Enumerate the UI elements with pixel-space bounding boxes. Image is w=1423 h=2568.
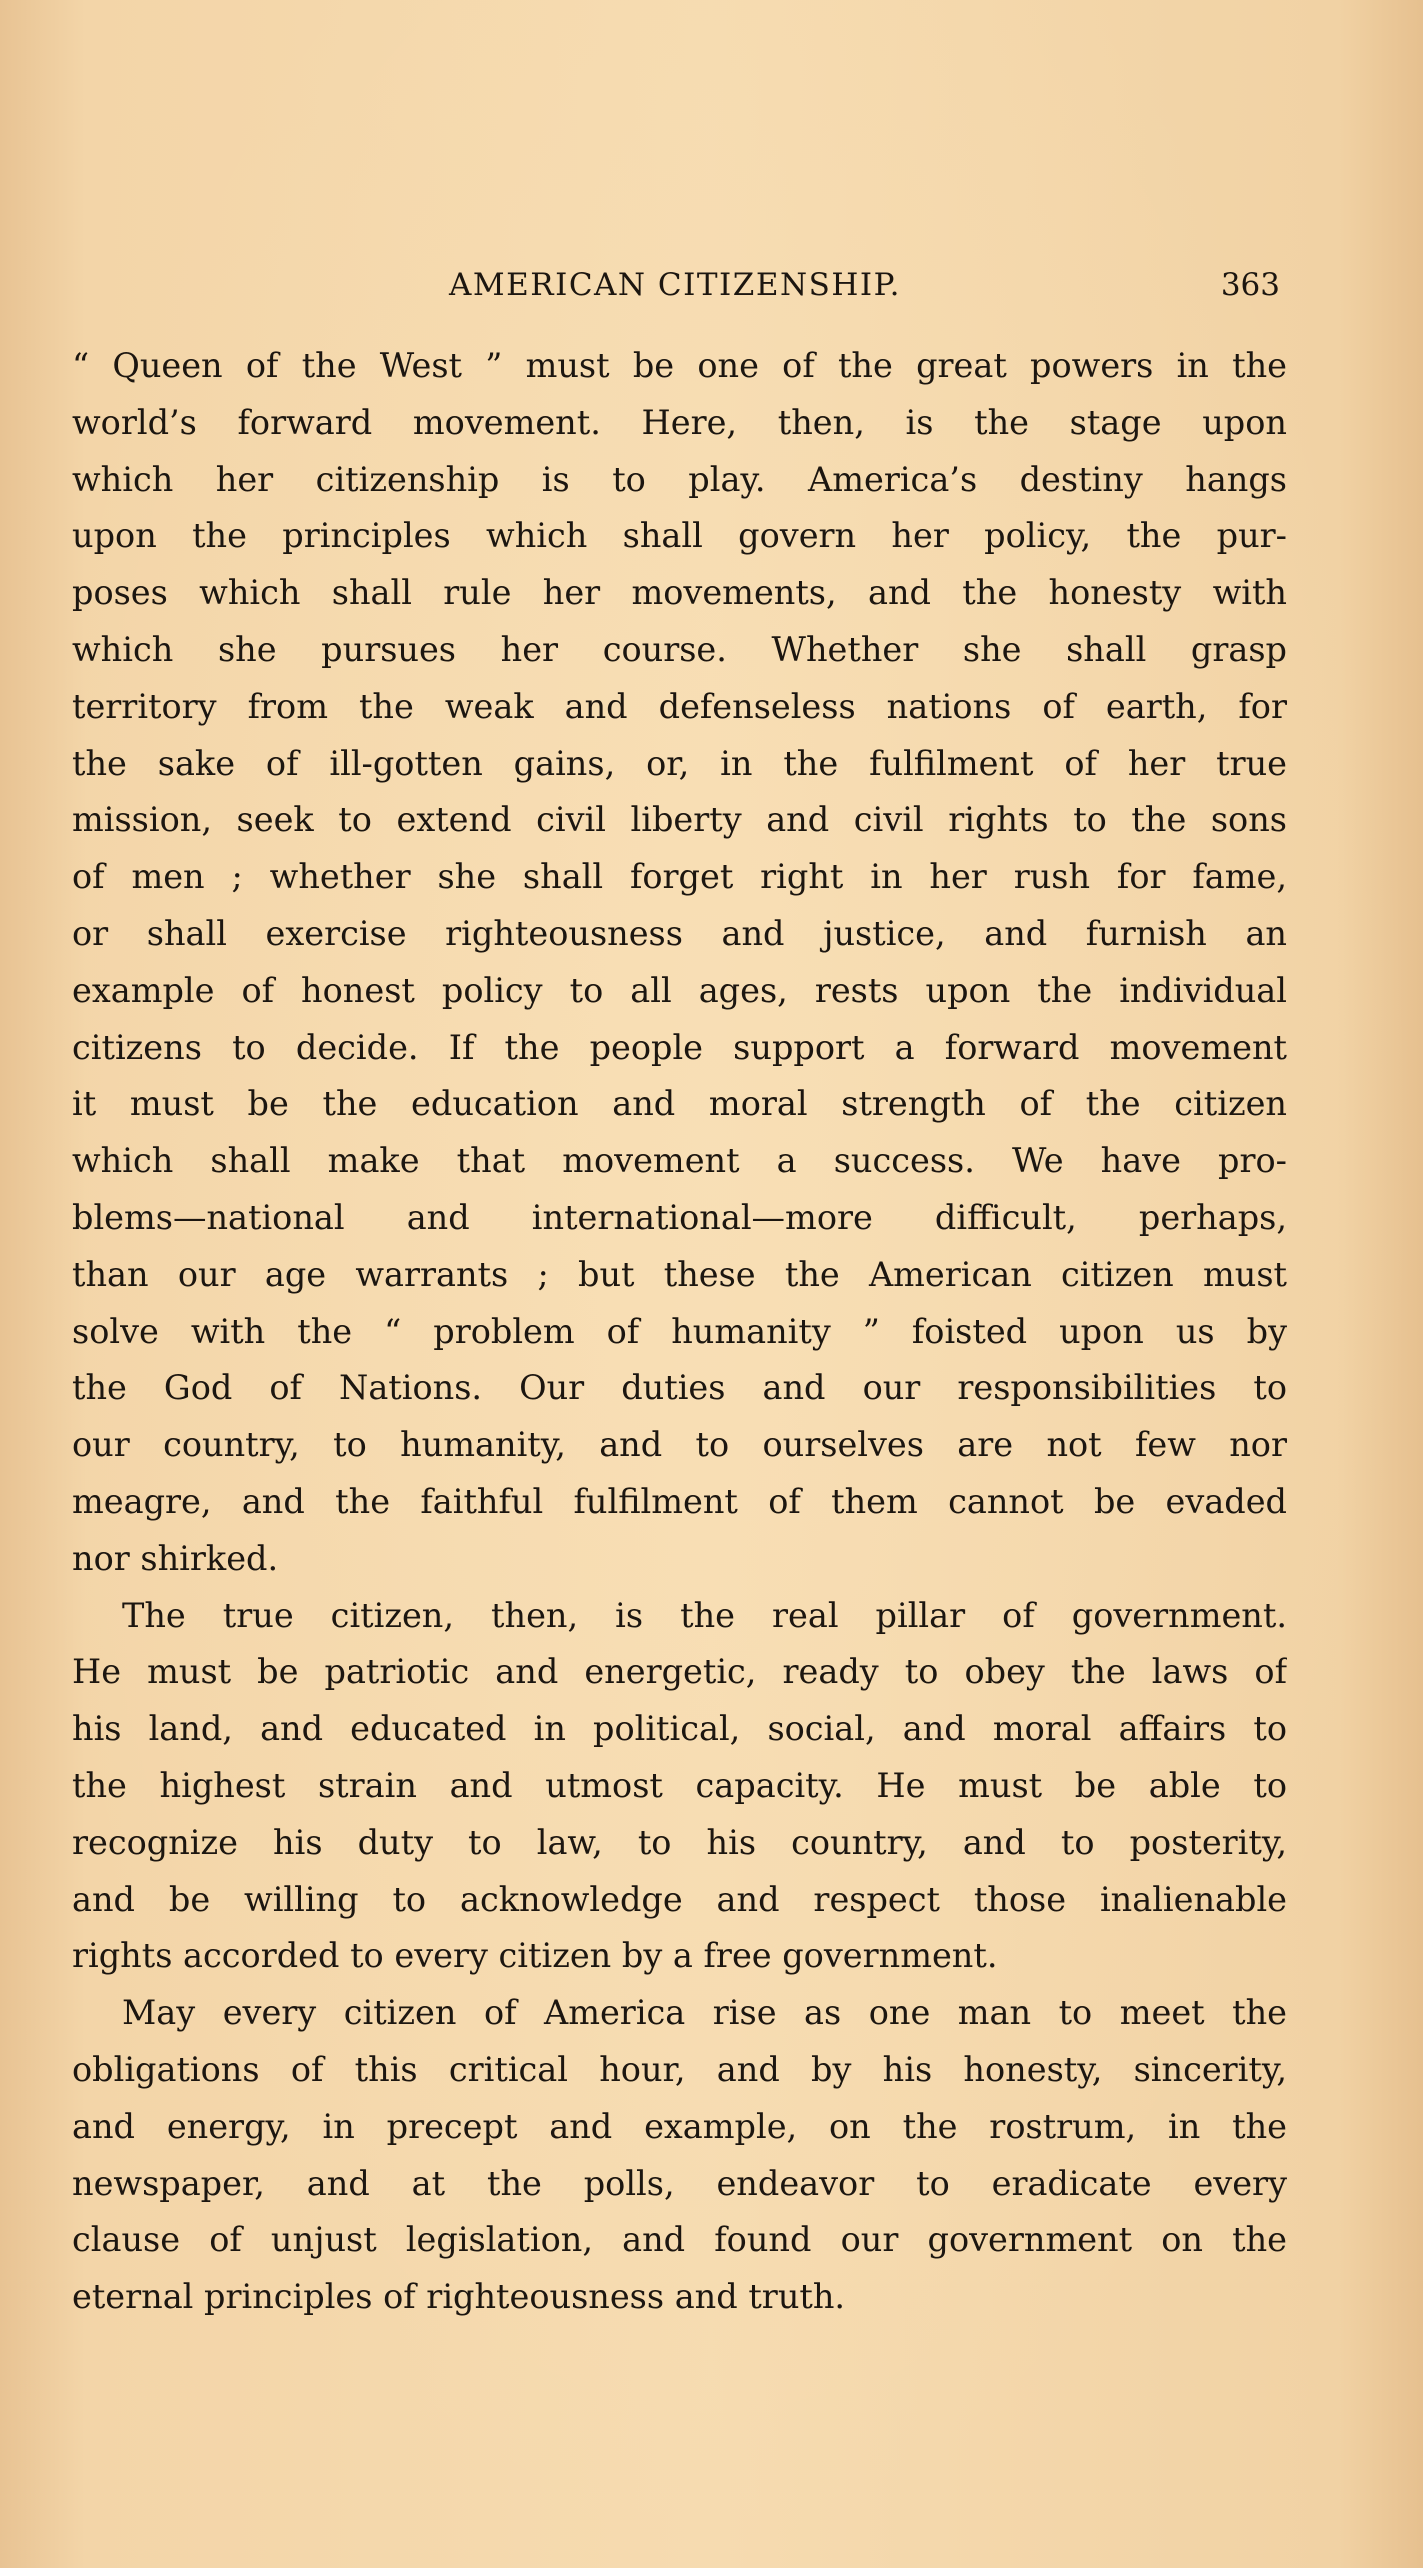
text-line: example of honest policy to all ages, rests upon the individual <box>72 970 1287 1010</box>
text-line: or shall exercise righteousness and justice, and furnish an <box>72 913 1287 953</box>
text-line: newspaper, and at the polls, endeavor to eradicate every <box>72 2163 1287 2203</box>
text-line: eternal principles of righteousness and truth. <box>72 2277 846 2317</box>
text-line: blems—national and international—more difficult, perhaps, <box>72 1197 1287 1237</box>
running-head <box>70 265 1280 305</box>
text-line: which her citizenship is to play. America’s destiny hangs <box>72 459 1287 499</box>
text-line: The true citizen, then, is the real pillar of government. <box>122 1595 1287 1635</box>
text-line: our country, to humanity, and to ourselves are not few nor <box>72 1425 1287 1465</box>
body-text <box>72 338 1287 2326</box>
text-line: territory from the weak and defenseless nations of earth, for <box>72 686 1287 726</box>
text-line: He must be patriotic and energetic, ready to obey the laws of <box>72 1652 1287 1692</box>
text-line: mission, seek to extend civil liberty and civil rights to the sons <box>72 800 1287 840</box>
text-line: recognize his duty to law, to his country, and to posterity, <box>72 1822 1287 1862</box>
text-line: of men ; whether she shall forget right in her rush for fame, <box>72 857 1287 897</box>
text-line: upon the principles which shall govern her policy, the pur- <box>72 516 1287 556</box>
text-line: rights accorded to every citizen by a free government. <box>72 1936 998 1976</box>
text-line: and be willing to acknowledge and respect those inalienable <box>72 1879 1287 1919</box>
text-line: the highest strain and utmost capacity. He must be able to <box>72 1765 1287 1805</box>
text-line: “ Queen of the West ” must be one of the great powers in the <box>72 346 1287 385</box>
text-line: his land, and educated in political, social, and moral affairs to <box>72 1709 1287 1749</box>
text-line: May every citizen of America rise as one man to meet the <box>122 1993 1287 2033</box>
text-line: poses which shall rule her movements, and the honesty with <box>72 573 1287 613</box>
text-line: the sake of ill-gotten gains, or, in the fulfilment of her true <box>72 743 1287 783</box>
running-title: AMERICAN CITIZENSHIP. <box>448 267 902 303</box>
text-line: citizens to decide. If the people support a forward movement <box>72 1027 1287 1067</box>
page-number: 363 <box>1220 267 1280 303</box>
text-line: solve with the “ problem of humanity ” foisted upon us by <box>72 1311 1287 1351</box>
text-line: and energy, in precept and example, on the rostrum, in the <box>72 2106 1287 2146</box>
text-line: than our age warrants ; but these the American citizen must <box>72 1254 1287 1294</box>
text-line: world’s forward movement. Here, then, is the stage upon <box>72 402 1287 442</box>
text-line: it must be the education and moral strength of the citizen <box>72 1084 1287 1124</box>
text-line: obligations of this critical hour, and by his honesty, sincerity, <box>72 2049 1287 2089</box>
text-line: meagre, and the faithful fulfilment of them cannot be evaded <box>72 1481 1287 1521</box>
paragraph-2 <box>72 1588 1287 1986</box>
paragraph-1 <box>72 338 1287 1588</box>
paragraph-3 <box>72 1985 1287 2326</box>
text-line: which she pursues her course. Whether she shall grasp <box>72 629 1287 669</box>
text-line: clause of unjust legislation, and found our government on the <box>72 2220 1287 2260</box>
text-line: nor shirked. <box>72 1538 279 1578</box>
text-line: the God of Nations. Our duties and our responsibilities to <box>72 1368 1287 1408</box>
text-line: which shall make that movement a success. We have pro- <box>72 1141 1287 1181</box>
